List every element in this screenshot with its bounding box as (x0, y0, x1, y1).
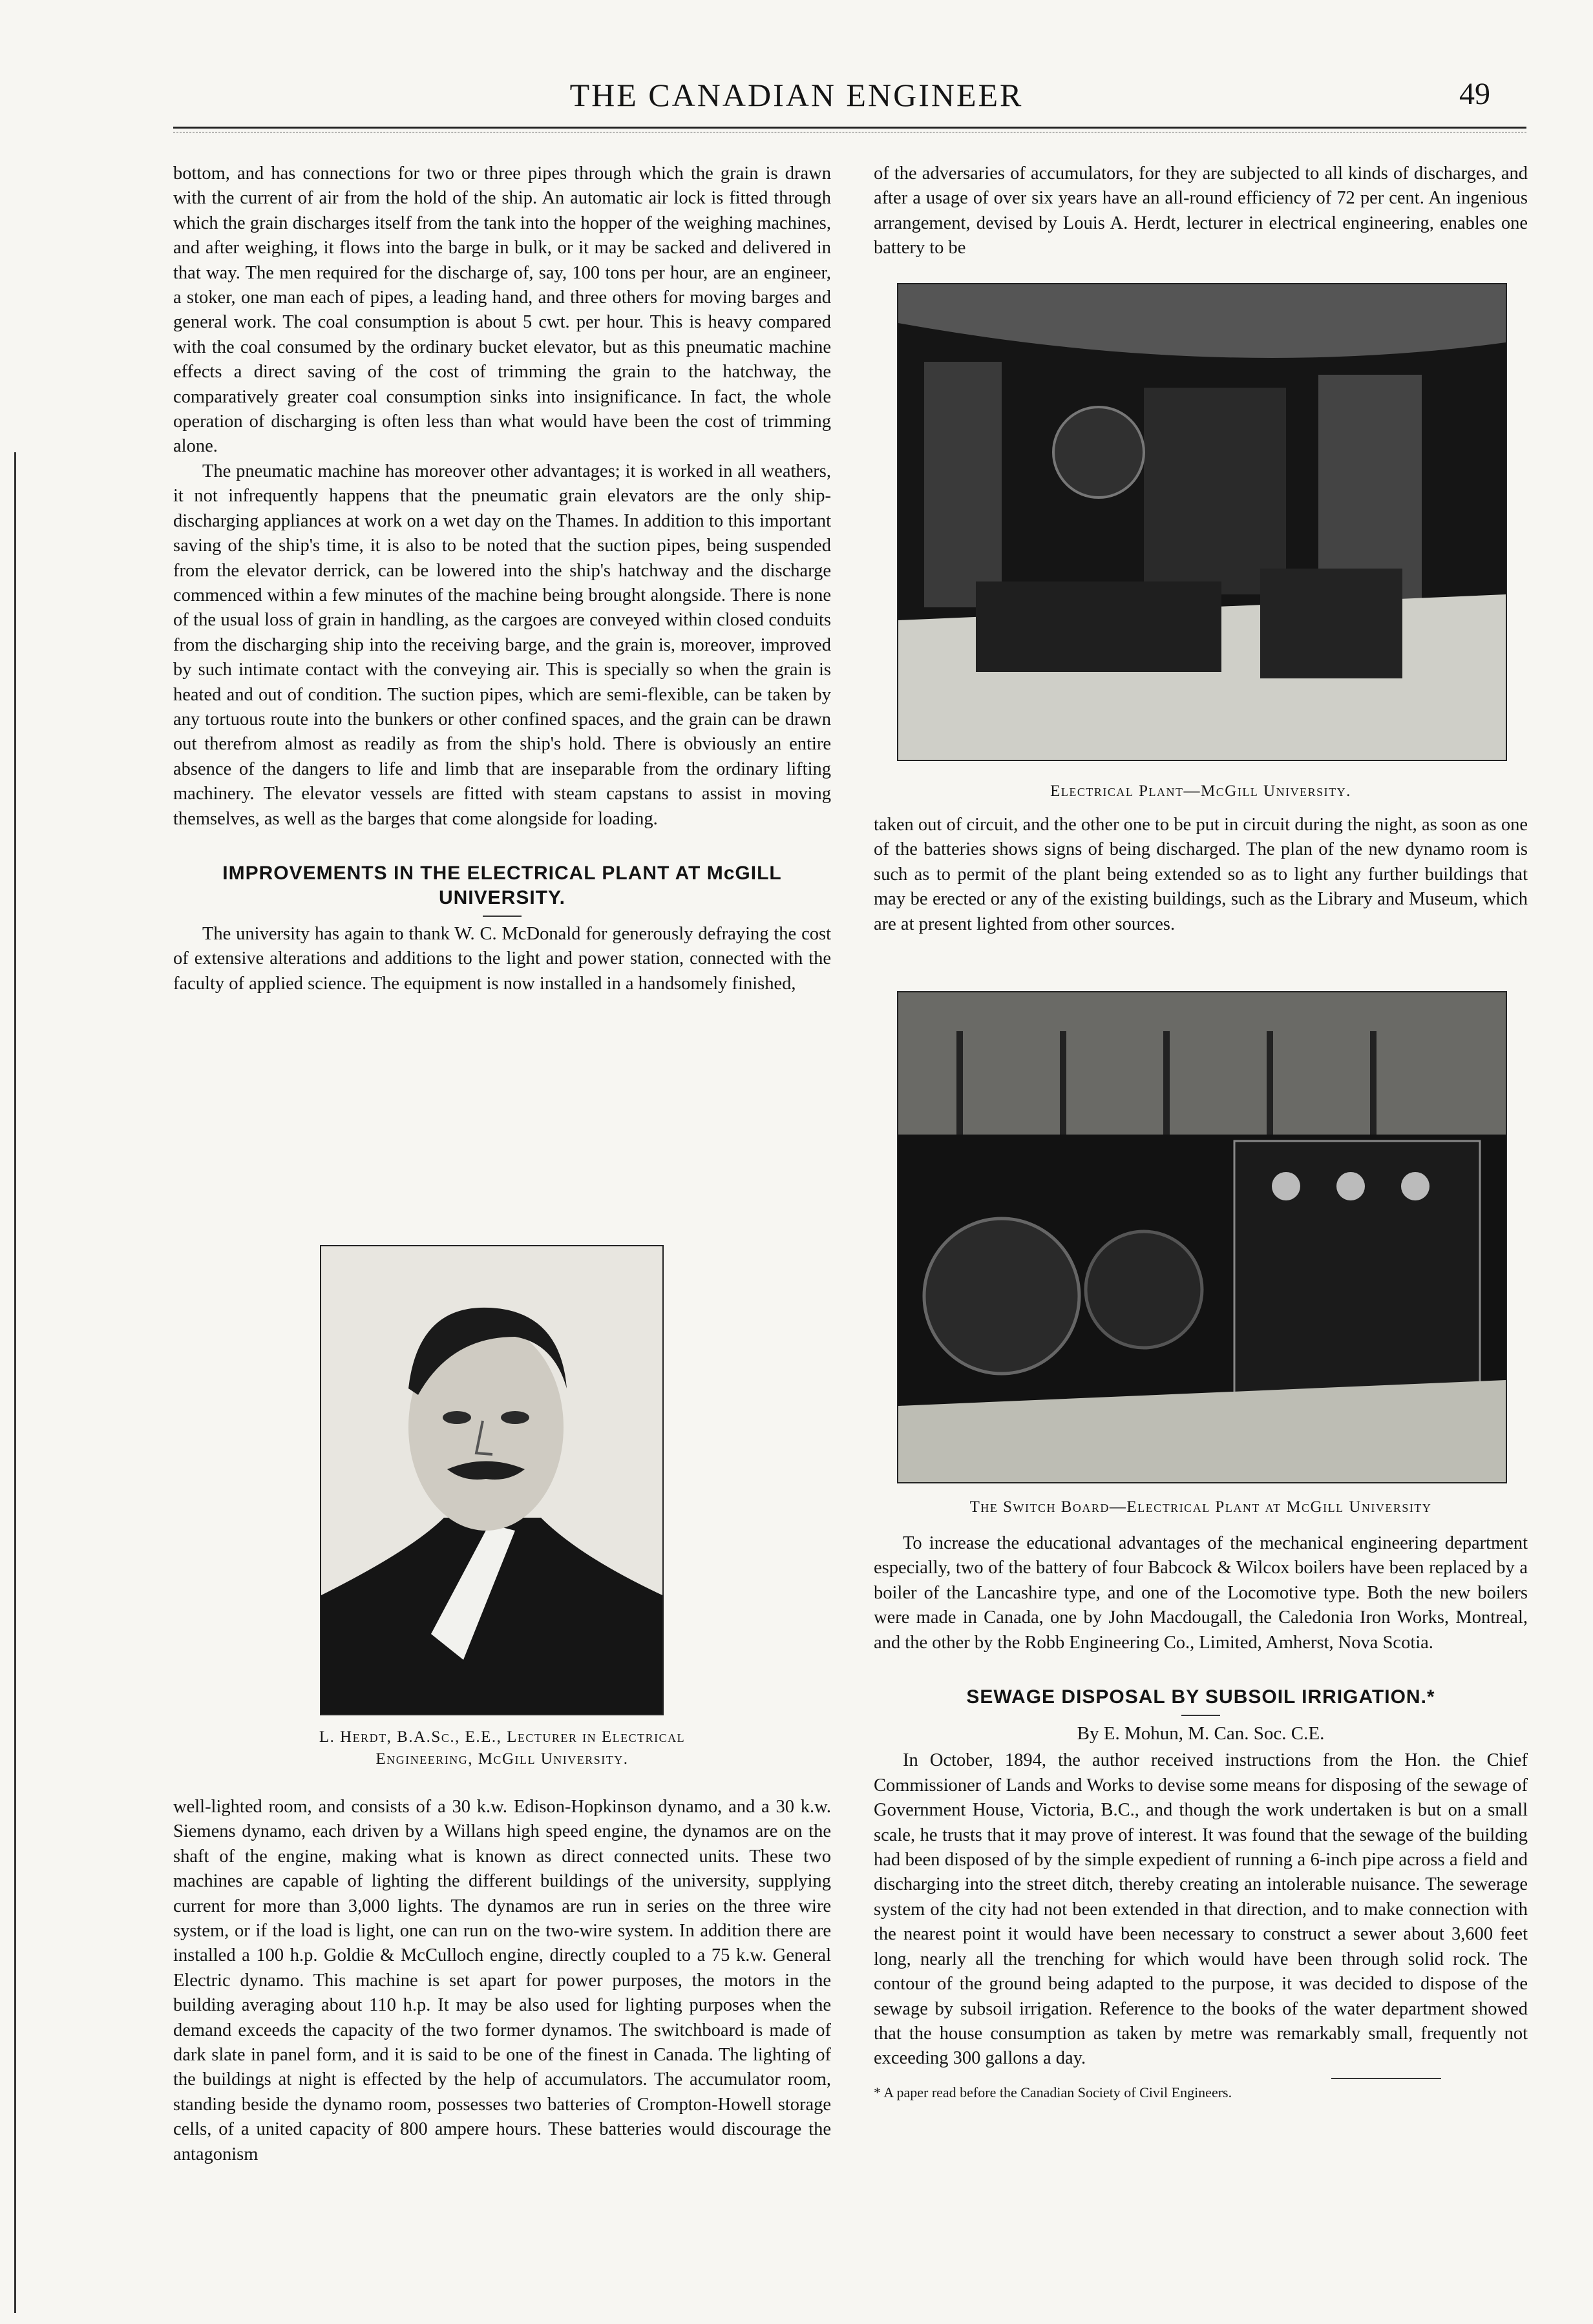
heading-rule (1181, 1715, 1220, 1716)
right-column-bottom (874, 1531, 1528, 2102)
left-column-top (173, 162, 831, 996)
paragraph: of the adversaries of accumulators, for they are subjected to all kinds of discharges, and after a usage of over six years have an all-round efficiency of 72 per cent. An ingenious arrangement, devised by Louis A. Herdt, lecturer in electrical engineering, enables one battery to be (874, 163, 1528, 258)
electrical-plant-caption: Electrical Plant—McGill University. (1050, 782, 1351, 800)
scan-margin-line (14, 452, 16, 2313)
paragraph: taken out of circuit, and the other one to be put in circuit during the night, as soon as one of the batteries shows signs of being discharged. The plan of the new dynamo room is such as to permit of the plant being extended so as to light any further buildings that may be erected or any of the existing buildings, such as the Library and Museum, which are at present lighted from other sources. (874, 815, 1528, 934)
paragraph: The pneumatic machine has moreover other advantages; it is worked in all weathers, it not infrequently happens that the pneumatic grain elevators are the only ship-discharging appliances at work on a wet day on the Thames. In addition to this important saving of the ship's time, it is also to be noted that the suction pipes, being suspended from the elevator derrick, can be lowered into the ship's hatchway and the discharge commenced within a few minutes of the machine being brought alongside. There is none of the usual loss of grain in handling, as the cargoes are conveyed within closed conduits from the discharging ship into the receiving barge, and the grain is, moreover, improved by such intimate contact with the conveying air. This is specially so when the grain is heated and out of condition. The suction pipes, which are semi-flexible, can be taken by any tortuous route into the bunkers or other confined spaces, and the grain can be drawn out therefrom almost as readily as from the ship's hold. There is obviously an entire absence of the dangers to life and limb that are inseparable from the ordinary lifting machinery. The elevator vessels are fitted with steam capstans to assist in moving themselves, as well as the barges that come alongside for loading. (173, 461, 831, 829)
paragraph: The university has again to thank W. C. McDonald for generously defraying the cost of extensive alterations and additions to the light and power station, connected with the faculty of applied science. The equipment is now installed in a handsomely finished, (173, 923, 831, 994)
heading-rule (483, 916, 522, 917)
portrait-caption-line-1: L. Herdt, B.A.Sc., E.E., Lecturer in Electrical (319, 1728, 686, 1746)
journal-title: THE CANADIAN ENGINEER (569, 77, 1024, 113)
left-column-bottom (173, 1795, 831, 2167)
byline: By E. Mohun, M. Can. Soc. C.E. (1077, 1723, 1325, 1744)
portrait-image (321, 1246, 662, 1714)
switch-board-photo (897, 991, 1507, 1483)
right-column-top (874, 162, 1528, 261)
article-heading: IMPROVEMENTS IN THE ELECTRICAL PLANT AT McGILL UNIVERSITY. (222, 862, 782, 908)
portrait-caption (173, 1726, 831, 1770)
switch-board-image (898, 992, 1506, 1482)
article-heading: SEWAGE DISPOSAL BY SUBSOIL IRRIGATION.* (966, 1686, 1435, 1708)
paragraph: well-lighted room, and consists of a 30 k.w. Edison-Hopkinson dynamo, and a 30 k.w. Siemens dynamo, each driven by a Willans high speed engine, the dynamos are on the shaft of the engine, making what is known as direct connected units. These two machines are capable of lighting the different buildings of the university, supplying current for more than 3,000 lights. The dynamos are run in series on the three wire system, or if the load is light, one can run on the two-wire system. In addition there are installed a 100 h.p. Goldie & McCulloch engine, directly coupled to a 75 k.w. General Electric dynamo. This machine is set apart for power purposes, the motors in the building averaging about 110 h.p. It may be also used for lighting purposes when the demand exceeds the capacity of the two former dynamos. The switchboard is made of dark slate in panel form, and it is said to be one of the finest in Canada. The lighting of the buildings at night is effected by the help of accumulators. The accumulator room, standing beside the dynamo room, possesses two batteries of Crompton-Howell storage cells, of a united capacity of 800 ampere hours. These batteries would discourage the antagonism (173, 1797, 831, 2164)
page-number: 49 (1459, 77, 1490, 111)
electrical-plant-photo (897, 283, 1507, 761)
footnote-rule (1331, 2078, 1441, 2079)
paragraph: To increase the educational advantages of the mechanical engineering department especially, two of the battery of four Babcock & Wilcox boilers have been replaced by a boiler of the Lancashire type, and one of the Locomotive type. Both the new boilers were made in Canada, one by John Macdougall, the Caledonia Iron Works, Montreal, and the other by the Robb Engineering Co., Limited, Amherst, Nova Scotia. (874, 1533, 1528, 1653)
footnote: * A paper read before the Canadian Society of Civil Engineers. (874, 2084, 1232, 2100)
electrical-plant-image (898, 284, 1506, 760)
switch-board-caption: The Switch Board—Electrical Plant at McGill University (969, 1498, 1432, 1516)
portrait-photo (320, 1245, 664, 1715)
right-column-middle (874, 813, 1528, 937)
header-rule (173, 127, 1526, 129)
paragraph: In October, 1894, the author received instructions from the Hon. the Chief Commissioner of Lands and Works to devise some means for disposing of the sewage of Government House, Victoria, B.C., and though the work undertaken is but on a small scale, he trusts that it may prove of interest. It was found that the sewage of the building had been disposed of by the simple expedient of running a 6-inch pipe across a field and discharging into the street ditch, thereby creating an intolerable nuisance. The sewerage system of the city had not been extended in that direction, and to make connection with the nearest point it would have been necessary to construct a sewer about 3,600 feet long, nearly all the trenching for which would have been through solid rock. The contour of the ground being adapted to the purpose, it was decided to dispose of the sewage by subsoil irrigation. Reference to the books of the water department showed that the house consumption as taken by metre was remarkably small, frequently not exceeding 300 gallons a day. (874, 1750, 1528, 2069)
paragraph: bottom, and has connections for two or three pipes through which the grain is drawn with the current of air from the hold of the ship. An automatic air lock is fitted through which the grain discharges itself from the tank into the hopper of the weighing machines, and after weighing, it flows into the barge in bulk, or it may be sacked and delivered in that way. The men required for the discharge of, say, 100 tons per hour, are an engineer, a stoker, one man each of pipes, a leading hand, and three others for moving barges and general work. The coal consumption is about 5 cwt. per hour. This is heavy compared with the coal consumed by the ordinary bucket elevator, but as this pneumatic machine effects a direct saving of the cost of trimming the grain to the hatchway, the comparatively greater coal consumption sinks into insignificance. In fact, the whole operation of discharging is often less than what would have been the cost of trimming alone. (173, 163, 831, 457)
portrait-caption-line-2: Engineering, McGill University. (375, 1750, 629, 1768)
